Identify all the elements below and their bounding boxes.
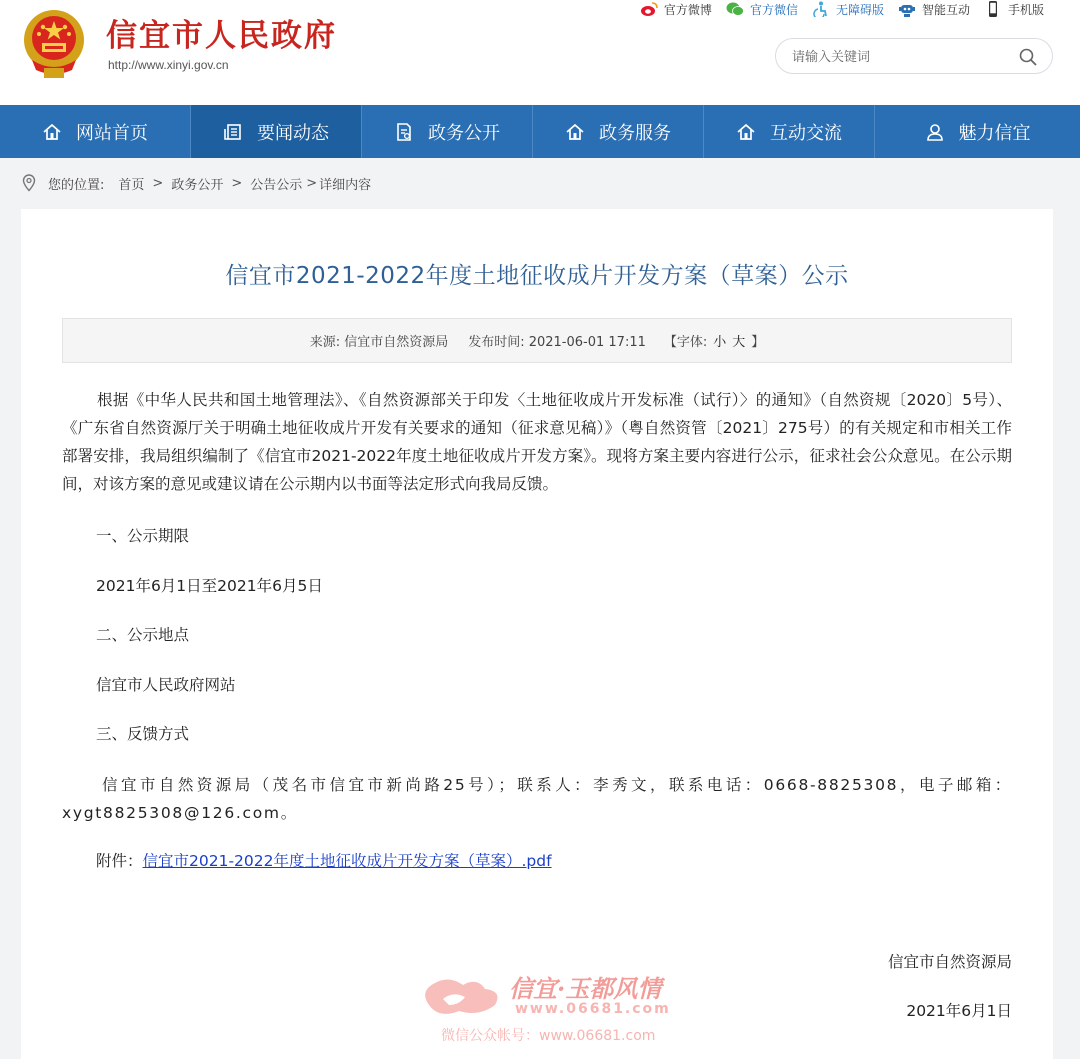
font-size-label: 【字体: <box>663 335 708 350</box>
attachment-link[interactable]: 信宜市2021-2022年度土地征收成片开发方案（草案）.pdf <box>142 852 552 870</box>
accessibility-link[interactable] <box>812 1 884 18</box>
search-icon[interactable] <box>1018 47 1038 67</box>
signer: 信宜市自然资源局 <box>887 953 1012 971</box>
font-small-button[interactable]: 小 <box>713 335 727 350</box>
nav-news[interactable] <box>191 105 362 158</box>
article-intro-paragraph: 根据《中华人民共和国土地管理法》、《自然资源部关于印发〈土地征收成片开发标准（试行）〉的通知》（自然资规〔2020〕5号）、《广东省自然资源厅关于明确土地征收成片开发有关要求的通知（征求意见稿）》（粤自然资管〔2021〕275号）的有关规定和市相关工作部署安排，我局组织编制了《信宜市2021-2022年度土地征收成片开发方案》。现将方案主要内容进行公示，征求社会公众意见。在公示期间，对该方案的意见或建议请在公示期内以书面等法定形式向我局反馈。 <box>62 391 1012 493</box>
section2-heading: 二、公示地点 <box>96 626 190 644</box>
national-emblem-icon <box>22 8 86 80</box>
weibo-label: 官方微博 <box>663 2 712 17</box>
search-box <box>775 38 1053 74</box>
breadcrumb-separator: > <box>306 175 318 191</box>
font-large-button[interactable]: 大 <box>732 335 746 350</box>
nav-home-label: 网站首页 <box>76 122 148 144</box>
breadcrumb-prefix: 您的位置: <box>48 177 105 193</box>
nav-gov-services-label: 政务服务 <box>599 122 671 144</box>
weibo-link[interactable] <box>640 1 712 18</box>
nav-interaction-label: 互动交流 <box>770 122 842 144</box>
article-meta <box>62 318 1012 363</box>
breadcrumb-home[interactable]: 首页 <box>118 177 145 193</box>
nav-gov-affairs-open-label: 政务公开 <box>428 122 500 144</box>
section1-heading: 一、公示期限 <box>96 527 190 545</box>
nav-news-label: 要闻动态 <box>257 122 329 144</box>
article-title: 信宜市2021-2022年度土地征收成片开发方案（草案）公示 <box>225 263 849 289</box>
breadcrumb-gov-affairs-open[interactable]: 政务公开 <box>171 177 224 193</box>
watermark <box>419 969 669 1049</box>
breadcrumb-separator: > <box>231 175 243 191</box>
section2-body: 信宜市人民政府网站 <box>96 676 236 694</box>
smart-interaction-label: 智能互动 <box>921 2 970 17</box>
watermark-url: www.06681.com <box>515 1001 671 1017</box>
home-icon <box>736 122 756 142</box>
nav-home[interactable] <box>0 105 191 158</box>
watermark-brand: 信宜·玉都风情 <box>509 974 662 1003</box>
accessibility-label: 无障碍版 <box>835 2 884 17</box>
mobile-version-link[interactable] <box>984 1 1044 18</box>
nav-gov-services[interactable] <box>533 105 704 158</box>
smart-interaction-link[interactable] <box>898 1 970 18</box>
article-source: 来源: 信宜市自然资源局 <box>309 335 449 350</box>
breadcrumb-current: 详细内容 <box>319 177 372 193</box>
section3-heading: 三、反馈方式 <box>96 725 190 743</box>
contact-paragraph: 信宜市自然资源局（茂名市信宜市新尚路25号）；联系人：李秀文，联系电话：0668-8825308，电子邮箱：xygt8825308@126.com。 <box>62 776 1012 822</box>
nav-charm-xinyi[interactable] <box>875 105 1080 158</box>
search-input[interactable] <box>792 47 1012 67</box>
site-title: 信宜市人民政府 <box>106 18 337 54</box>
breadcrumb-separator: > <box>152 175 164 191</box>
article-card <box>21 209 1053 1059</box>
site-url: http://www.xinyi.gov.cn <box>108 58 229 72</box>
robot-icon <box>898 1 916 17</box>
mobile-icon <box>984 1 1002 17</box>
news-icon <box>223 122 243 142</box>
section1-body: 2021年6月1日至2021年6月5日 <box>96 577 323 595</box>
article-publish-time: 发布时间: 2021-06-01 17:11 <box>468 335 646 350</box>
main-nav <box>0 105 1080 158</box>
watermark-logo-icon <box>419 969 509 1025</box>
nav-charm-xinyi-label: 魅力信宜 <box>958 122 1031 144</box>
watermark-wechat: 微信公众帐号：www.06681.com <box>441 1028 656 1044</box>
mobile-version-label: 手机版 <box>1007 2 1044 17</box>
nav-gov-affairs-open[interactable] <box>362 105 533 158</box>
attachment-row <box>96 850 552 872</box>
attachment-label: 附件： <box>96 852 143 870</box>
home-icon <box>565 122 585 142</box>
top-links <box>640 0 1044 18</box>
weibo-icon <box>640 1 658 17</box>
font-size-close: 】 <box>751 335 765 350</box>
wechat-label: 官方微信 <box>749 2 798 17</box>
document-icon <box>394 122 414 142</box>
site-header <box>0 0 1080 105</box>
wechat-icon <box>726 1 744 17</box>
user-icon <box>925 122 945 142</box>
location-pin-icon <box>22 174 36 192</box>
breadcrumb-announcements[interactable]: 公告公示 <box>250 177 303 193</box>
breadcrumb <box>22 172 371 194</box>
home-icon <box>42 122 62 142</box>
accessibility-icon <box>812 1 830 17</box>
sign-date: 2021年6月1日 <box>906 1002 1012 1020</box>
wechat-link[interactable] <box>726 1 798 18</box>
nav-interaction[interactable] <box>704 105 875 158</box>
